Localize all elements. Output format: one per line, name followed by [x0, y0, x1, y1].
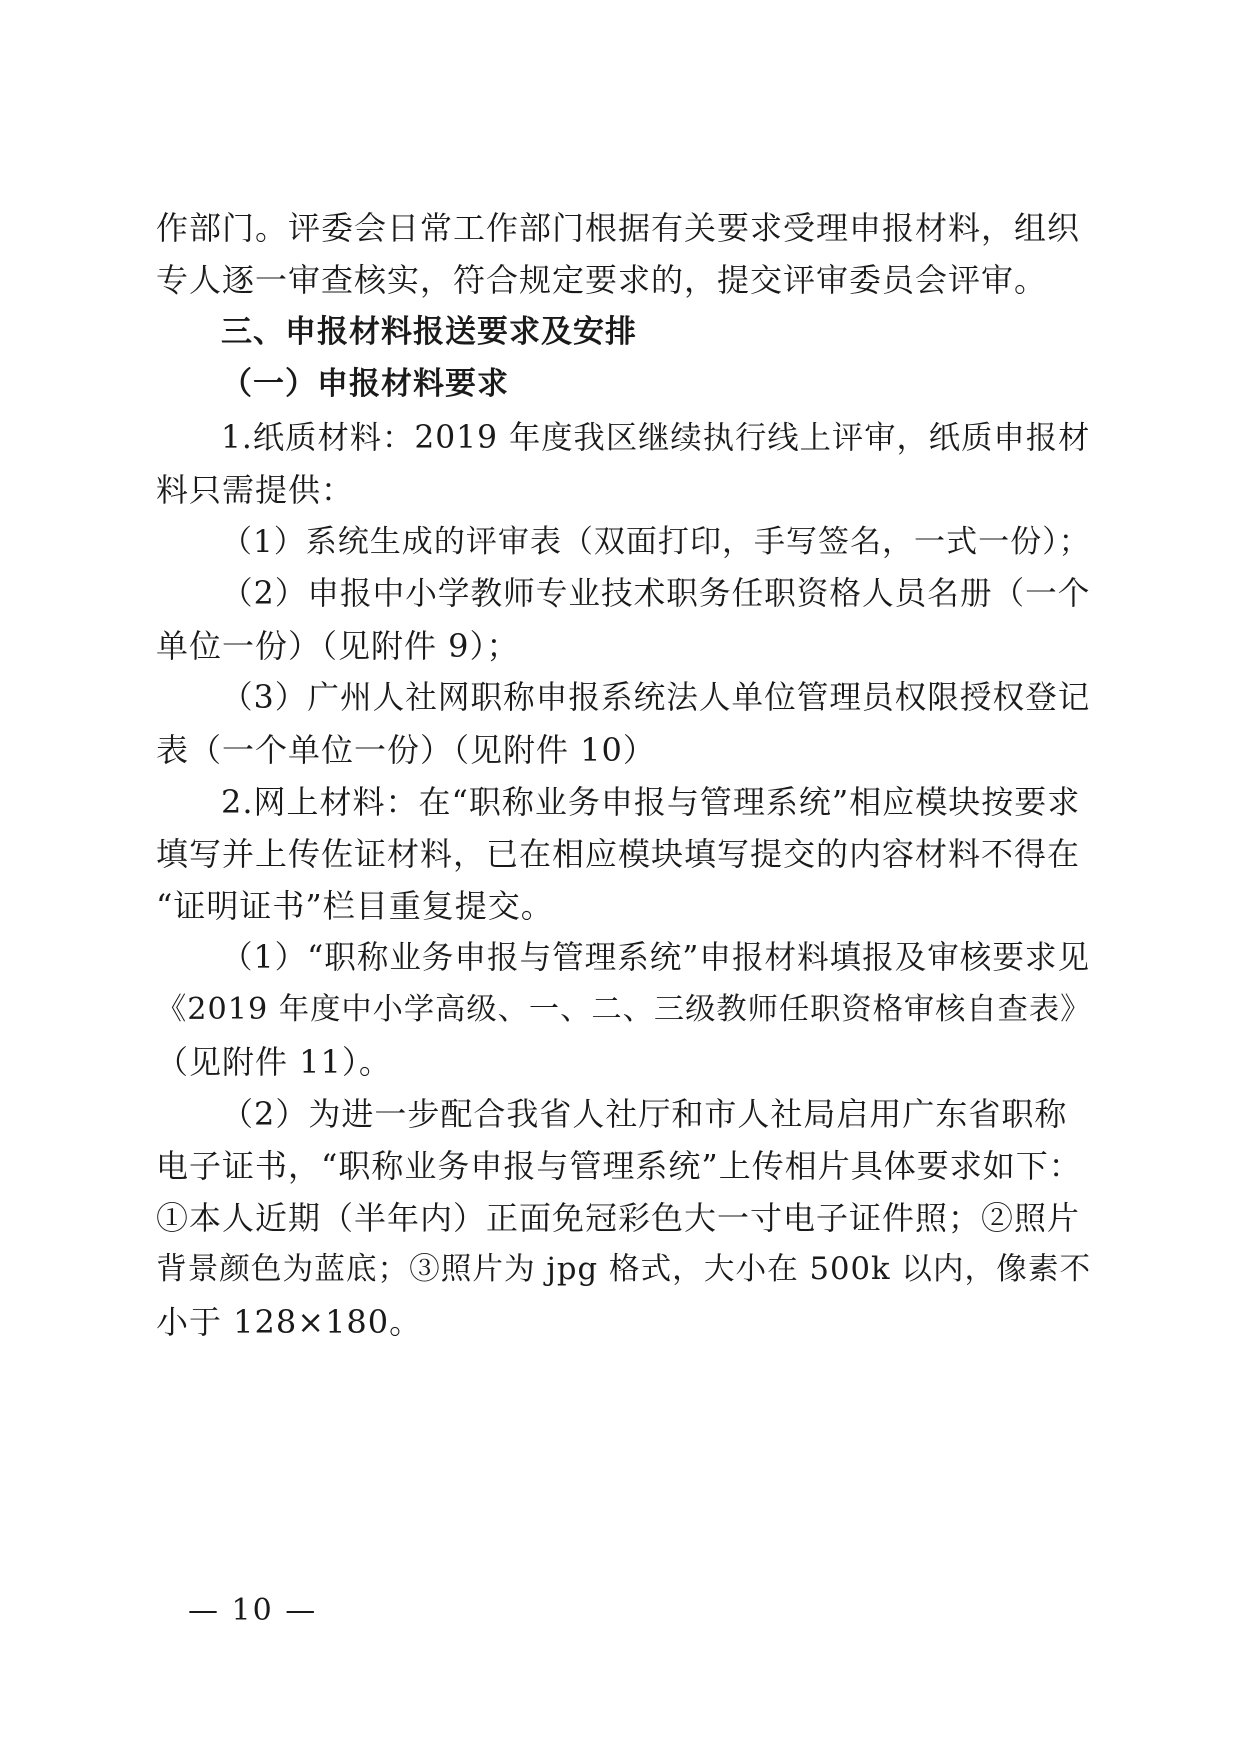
body-text-line: 小于 128×180。 — [156, 1303, 423, 1341]
subsection-heading: （一）申报材料要求 — [221, 366, 509, 402]
list-item-line: （1）系统生成的评审表（双面打印，手写签名，一式一份）； — [221, 524, 1091, 560]
body-text-line: 专人逐一审查核实，符合规定要求的，提交评审委员会评审。 — [156, 261, 1048, 299]
body-text-line: （见附件 11）。 — [156, 1043, 392, 1081]
body-text-line: 料只需提供： — [156, 471, 355, 509]
page-number: — 10 — — [188, 1593, 318, 1628]
body-text-line: 2.网上材料：在“职称业务申报与管理系统”相应模块按要求 — [221, 783, 1081, 821]
body-text-line: “证明证书”栏目重复提交。 — [156, 887, 554, 925]
body-text-line: 1.纸质材料：2019 年度我区继续执行线上评审，纸质申报材 — [221, 420, 1091, 456]
body-text-line: 背景颜色为蓝底；③照片为 jpg 格式，大小在 500k 以内，像素不 — [156, 1252, 1092, 1287]
list-item-line: （1）“职称业务申报与管理系统”申报材料填报及审核要求见 — [221, 940, 1090, 976]
body-text-line: 填写并上传佐证材料，已在相应模块填写提交的内容材料不得在 — [156, 835, 1081, 873]
body-text-line: 作部门。评委会日常工作部门根据有关要求受理申报材料，组织 — [156, 209, 1081, 247]
body-text-line: 单位一份）（见附件 9）； — [156, 627, 520, 665]
list-item-line: （2）申报中小学教师专业技术职务任职资格人员名册（一个 — [221, 576, 1091, 612]
list-item-line: （2）为进一步配合我省人社厅和市人社局启用广东省职称 — [221, 1095, 1068, 1133]
section-heading: 三、申报材料报送要求及安排 — [221, 314, 637, 350]
body-text-line: 表（一个单位一份）（见附件 10） — [156, 731, 656, 769]
body-text-line: ①本人近期（半年内）正面免冠彩色大一寸电子证件照；②照片 — [156, 1199, 1081, 1237]
list-item-line: （3）广州人社网职称申报系统法人单位管理员权限授权登记 — [221, 680, 1091, 716]
body-text-line: 《2019 年度中小学高级、一、二、三级教师任职资格审核自查表》 — [156, 992, 1092, 1027]
body-text-line: 电子证书，“职称业务申报与管理系统”上传相片具体要求如下： — [156, 1147, 1082, 1185]
